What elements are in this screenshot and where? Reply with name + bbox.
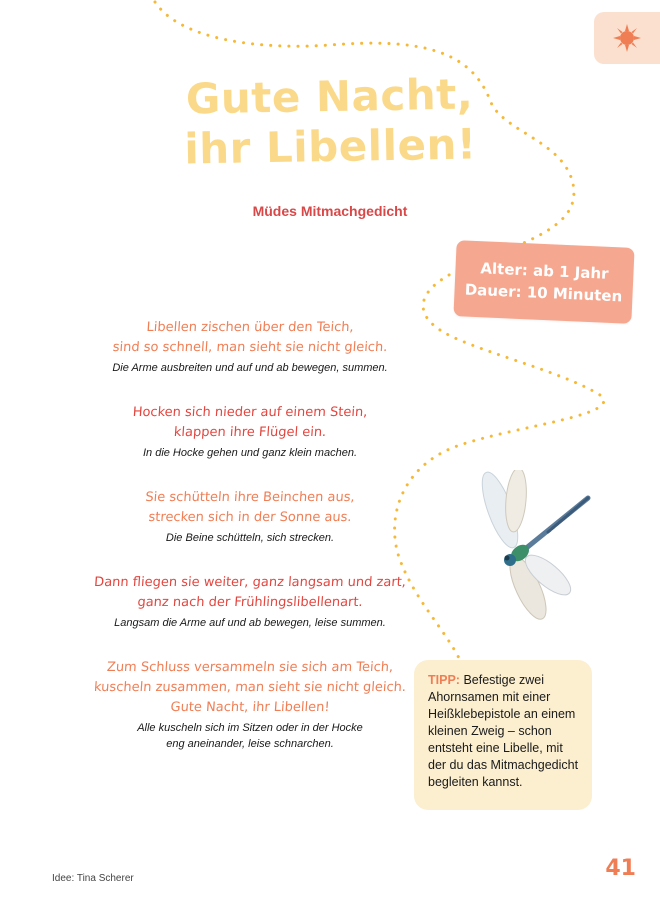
title-line-2: ihr Libellen!: [183, 119, 477, 174]
verse-line: Dann fliegen sie weiter, ganz langsam und zart,: [93, 575, 407, 590]
verse-4: [60, 573, 440, 631]
verse-line: Zum Schluss versammeln sie sich am Teich,: [106, 660, 394, 675]
verse-line: sind so schnell, man sieht sie nicht gleich.: [112, 340, 388, 355]
verse-instruction: Alle kuscheln sich im Sitzen oder in der Hocke: [137, 722, 363, 734]
title-line-1: Gute Nacht,: [185, 69, 474, 124]
subtitle: Müdes Mitmachgedicht: [252, 203, 408, 219]
tip-label: TIPP:: [428, 673, 460, 687]
verse-1: [60, 318, 440, 376]
verse-line: Gute Nacht, ihr Libellen!: [169, 700, 331, 715]
verse-instruction: Die Beine schütteln, sich strecken.: [165, 532, 335, 544]
footer-credit: Idee: Tina Scherer: [52, 873, 134, 884]
page-number: 41: [605, 856, 636, 881]
sun-icon: [612, 23, 642, 53]
info-box: [453, 240, 634, 324]
age-info: Alter: ab 1 Jahr: [480, 259, 609, 283]
dragonfly-illustration: [468, 470, 598, 620]
verse-5: [60, 658, 440, 752]
verse-instruction: eng aneinander, leise schnarchen.: [166, 738, 334, 750]
verse-instruction: Langsam die Arme auf und ab bewegen, leise summen.: [114, 617, 386, 629]
verse-3: [60, 488, 440, 546]
verse-line: Libellen zischen über den Teich,: [145, 320, 355, 335]
duration-info: Dauer: 10 Minuten: [464, 280, 623, 306]
verse-line: klappen ihre Flügel ein.: [173, 425, 327, 440]
tip-box: [414, 660, 592, 810]
verse-line: Sie schütteln ihre Beinchen aus,: [144, 490, 356, 505]
verse-instruction: Die Arme ausbreiten und auf und ab bewegen, summen.: [112, 362, 388, 374]
page-title: [129, 69, 531, 176]
tip-text: Befestige zwei Ahornsamen mit einer Heißklebepistole an einem kleinen Zweig – schon entsteht eine Libelle, mit der du das Mitmachgedicht begleiten kannst.: [428, 673, 579, 789]
verse-instruction: In die Hocke gehen und ganz klein machen.: [142, 447, 358, 459]
corner-tab: [594, 12, 660, 64]
verse-line: ganz nach der Frühlingslibellenart.: [136, 595, 364, 610]
verse-2: [60, 403, 440, 461]
verse-line: Hocken sich nieder auf einem Stein,: [132, 405, 368, 420]
verse-line: strecken sich in der Sonne aus.: [147, 510, 353, 525]
verse-line: kuscheln zusammen, man sieht sie nicht gleich.: [93, 680, 407, 695]
